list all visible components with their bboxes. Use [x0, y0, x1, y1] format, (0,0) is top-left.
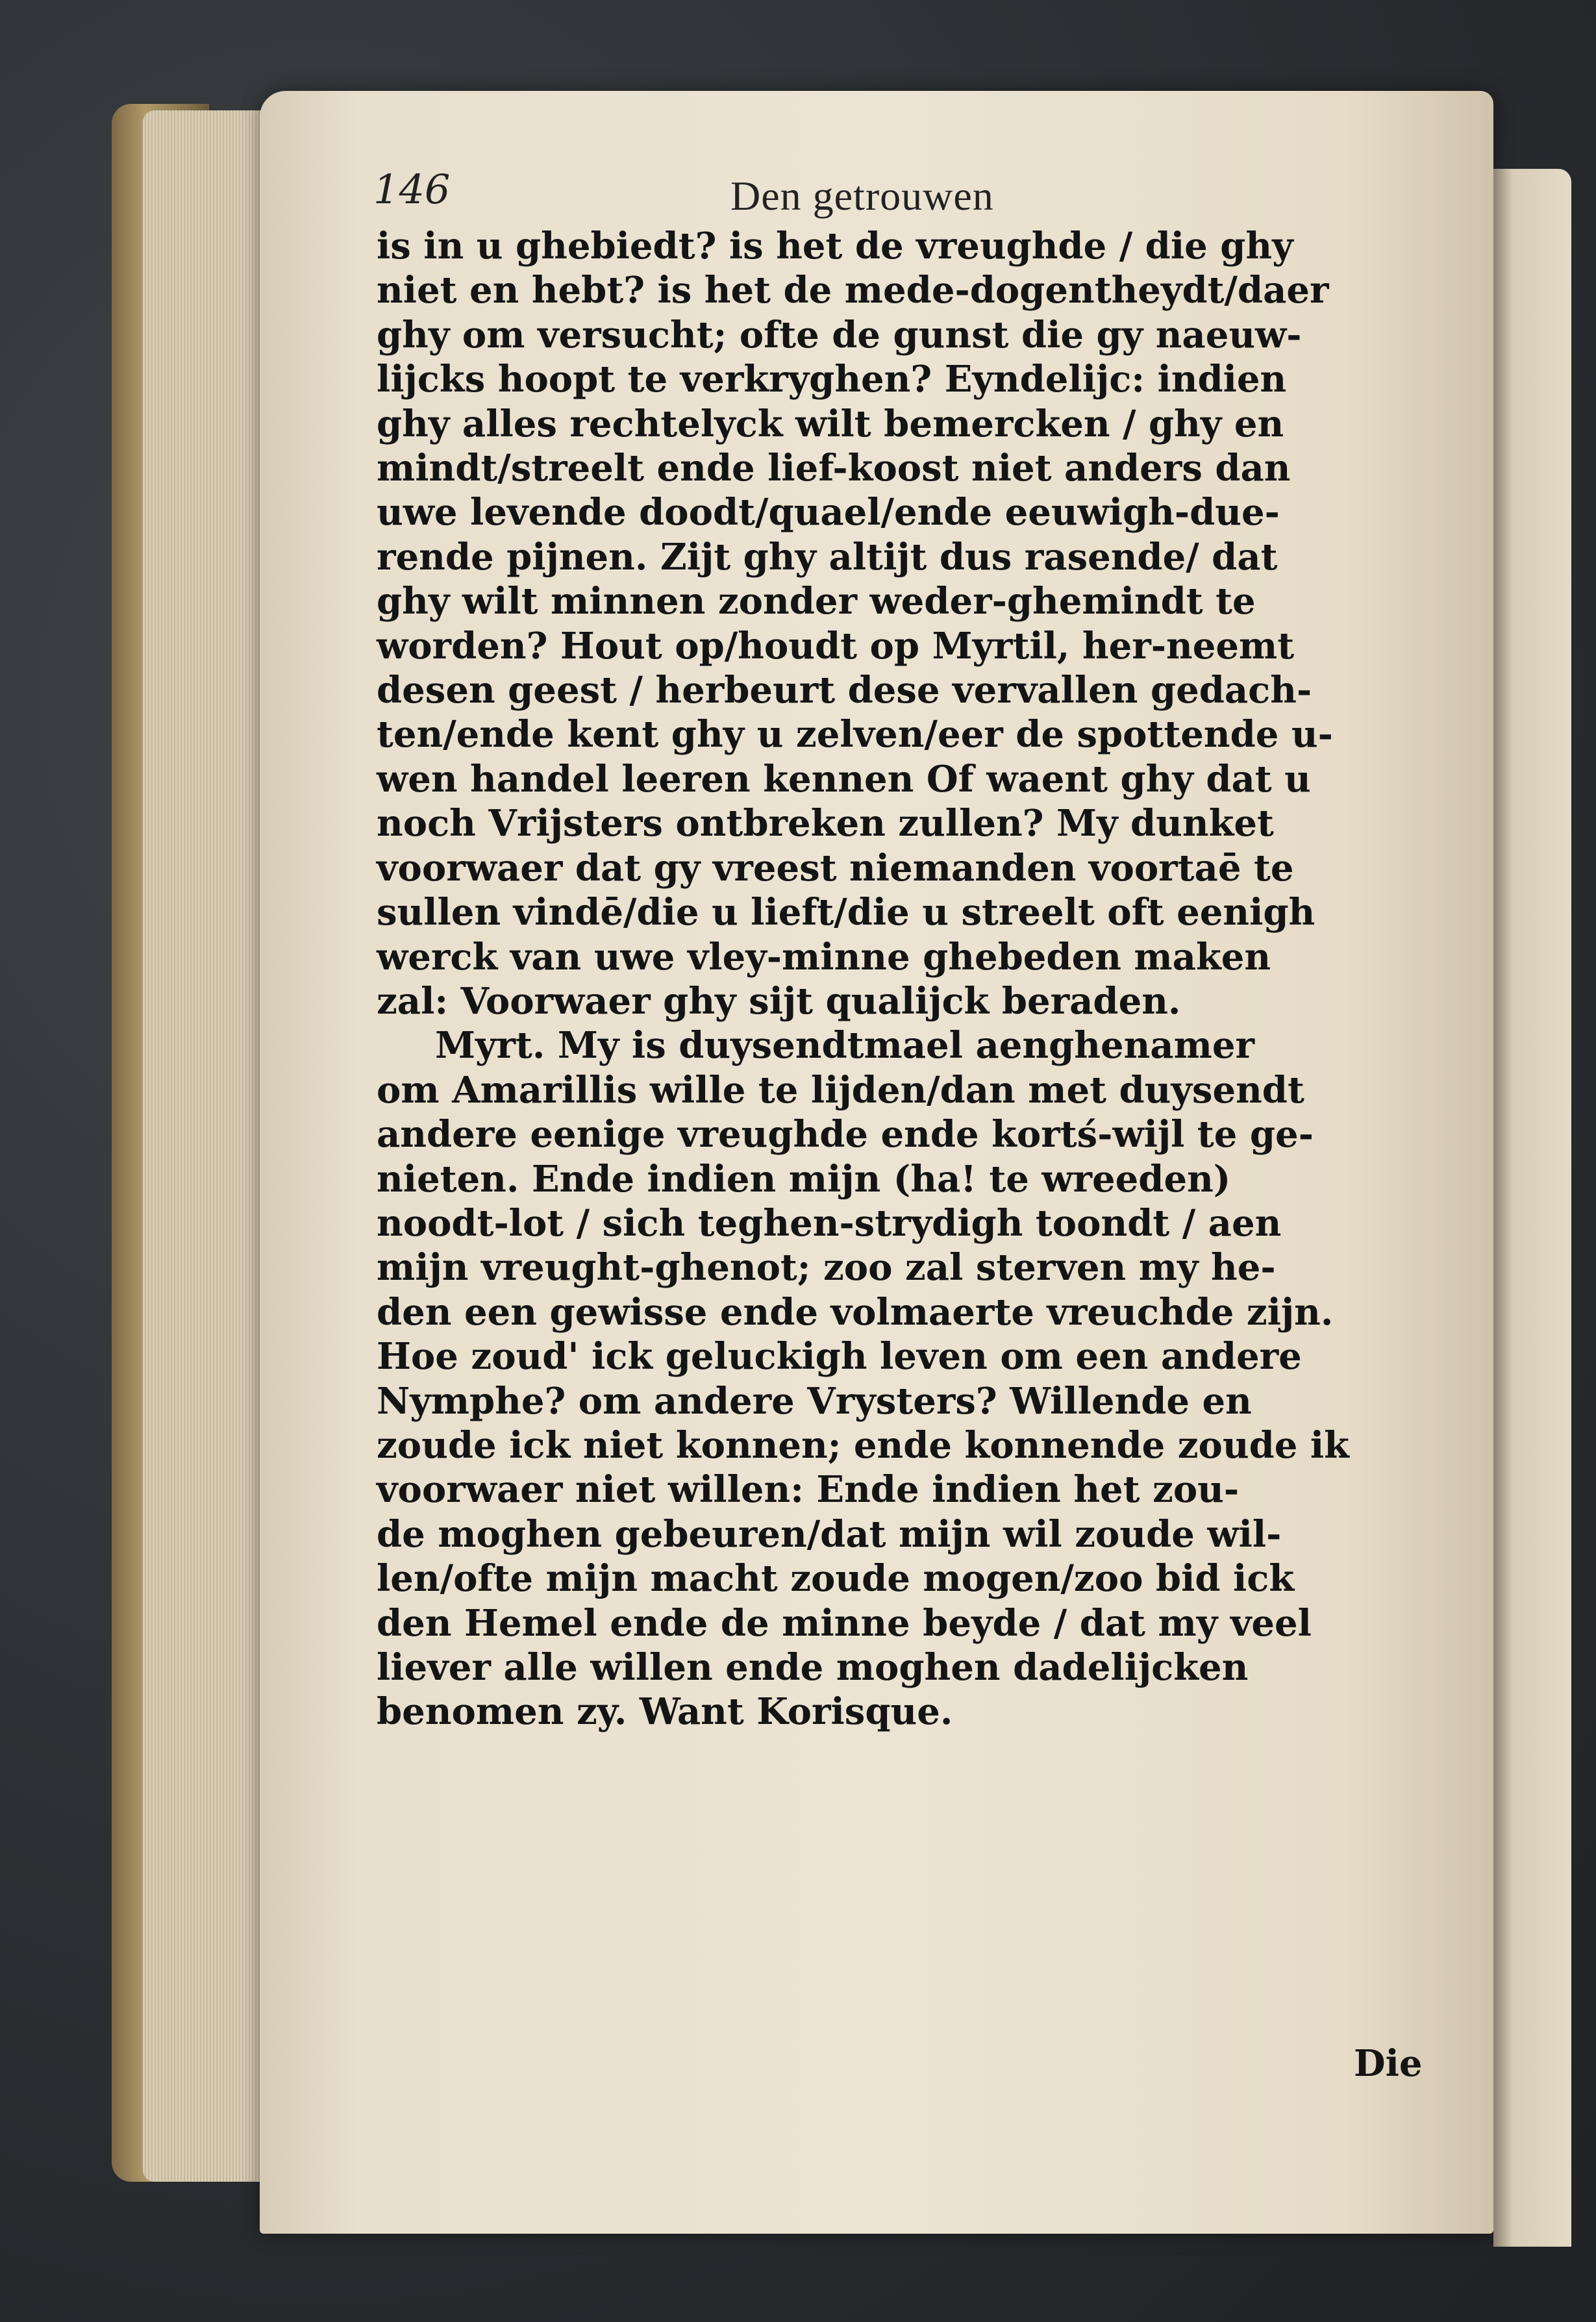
text-line: Hoe zoud' ick geluckigh leven om een andere	[377, 1335, 1302, 1379]
text-line: de moghen gebeuren/dat mijn wil zoude wil-	[377, 1512, 1282, 1556]
text-line: om Amarillis wille te lijden/dan met duysendt	[377, 1068, 1304, 1112]
page-header	[373, 159, 1477, 231]
text-line: voorwaer niet willen: Ende indien het zou-	[377, 1468, 1240, 1512]
text-line: zal: Voorwaer ghy sijt qualijck beraden.	[377, 979, 1181, 1023]
text-line: lijcks hoopt te verkryghen? Eyndelijc: indien	[377, 358, 1287, 401]
text-line: Myrt. My is duysendtmael aenghenamer	[435, 1024, 1254, 1067]
text-line: mijn vreught-ghenot; zoo zal sterven my he-	[377, 1246, 1276, 1290]
page-number: 146	[373, 166, 451, 213]
text-line: is in u ghebiedt? is het de vreughde / die ghy	[377, 225, 1293, 268]
text-line: uwe levende doodt/quael/ende eeuwigh-due-	[377, 491, 1280, 534]
text-line: sullen vindē/die u lieft/die u streelt oft eenigh	[377, 891, 1315, 934]
text-line: zoude ick niet konnen; ende konnende zoude ik	[377, 1423, 1349, 1467]
text-line: noch Vrijsters ontbreken zullen? My dunket	[377, 802, 1274, 845]
text-line: noodt-lot / sich teghen-strydigh toondt / aen	[377, 1201, 1282, 1245]
catchword: Die	[1354, 2042, 1423, 2085]
text-line: Nymphe? om andere Vrysters? Willende en	[377, 1379, 1252, 1423]
text-line: rende pijnen. Zijt ghy altijt dus rasende/ dat	[377, 535, 1278, 579]
text-line: mindt/streelt ende lief-koost niet anders dan	[377, 447, 1291, 490]
text-line: den een gewisse ende volmaerte vreuchde zijn.	[377, 1290, 1334, 1334]
text-line: niet en hebt? is het de mede-dogentheydt/daer	[377, 269, 1329, 312]
text-line: ghy om versucht; ofte de gunst die gy naeuw-	[377, 313, 1302, 356]
text-line: worden? Hout op/houdt op Myrtil, her-neemt	[377, 624, 1295, 668]
right-page-edge	[1493, 169, 1571, 2247]
text-line: voorwaer dat gy vreest niemanden voortaē te	[377, 846, 1294, 890]
text-line: len/ofte mijn macht zoude mogen/zoo bid ick	[377, 1557, 1295, 1601]
text-line: den Hemel ende de minne beyde / dat my veel	[377, 1601, 1312, 1645]
text-line: ghy alles rechtelyck wilt bemercken / ghy en	[377, 402, 1284, 445]
text-line: ten/ende kent ghy u zelven/eer de spottende u-	[377, 713, 1333, 756]
text-line: werck van uwe vley-minne ghebeden maken	[377, 935, 1271, 979]
text-line: desen geest / herbeurt dese vervallen gedach-	[377, 669, 1312, 712]
text-line: nieten. Ende indien mijn (ha! te wreeden)	[377, 1157, 1231, 1201]
running-title: Den getrouwen	[730, 173, 994, 219]
page-body-text	[377, 224, 1428, 1734]
text-line: andere eenige vreughde ende kortś-wijl te ge-	[377, 1113, 1314, 1156]
text-line: benomen zy. Want Korisque.	[377, 1690, 953, 1734]
text-line: liever alle willen ende moghen dadelijcken	[377, 1646, 1249, 1689]
text-line: wen handel leeren kennen Of waent ghy dat u	[377, 757, 1311, 801]
text-line: ghy wilt minnen zonder weder-ghemindt te	[377, 580, 1256, 623]
